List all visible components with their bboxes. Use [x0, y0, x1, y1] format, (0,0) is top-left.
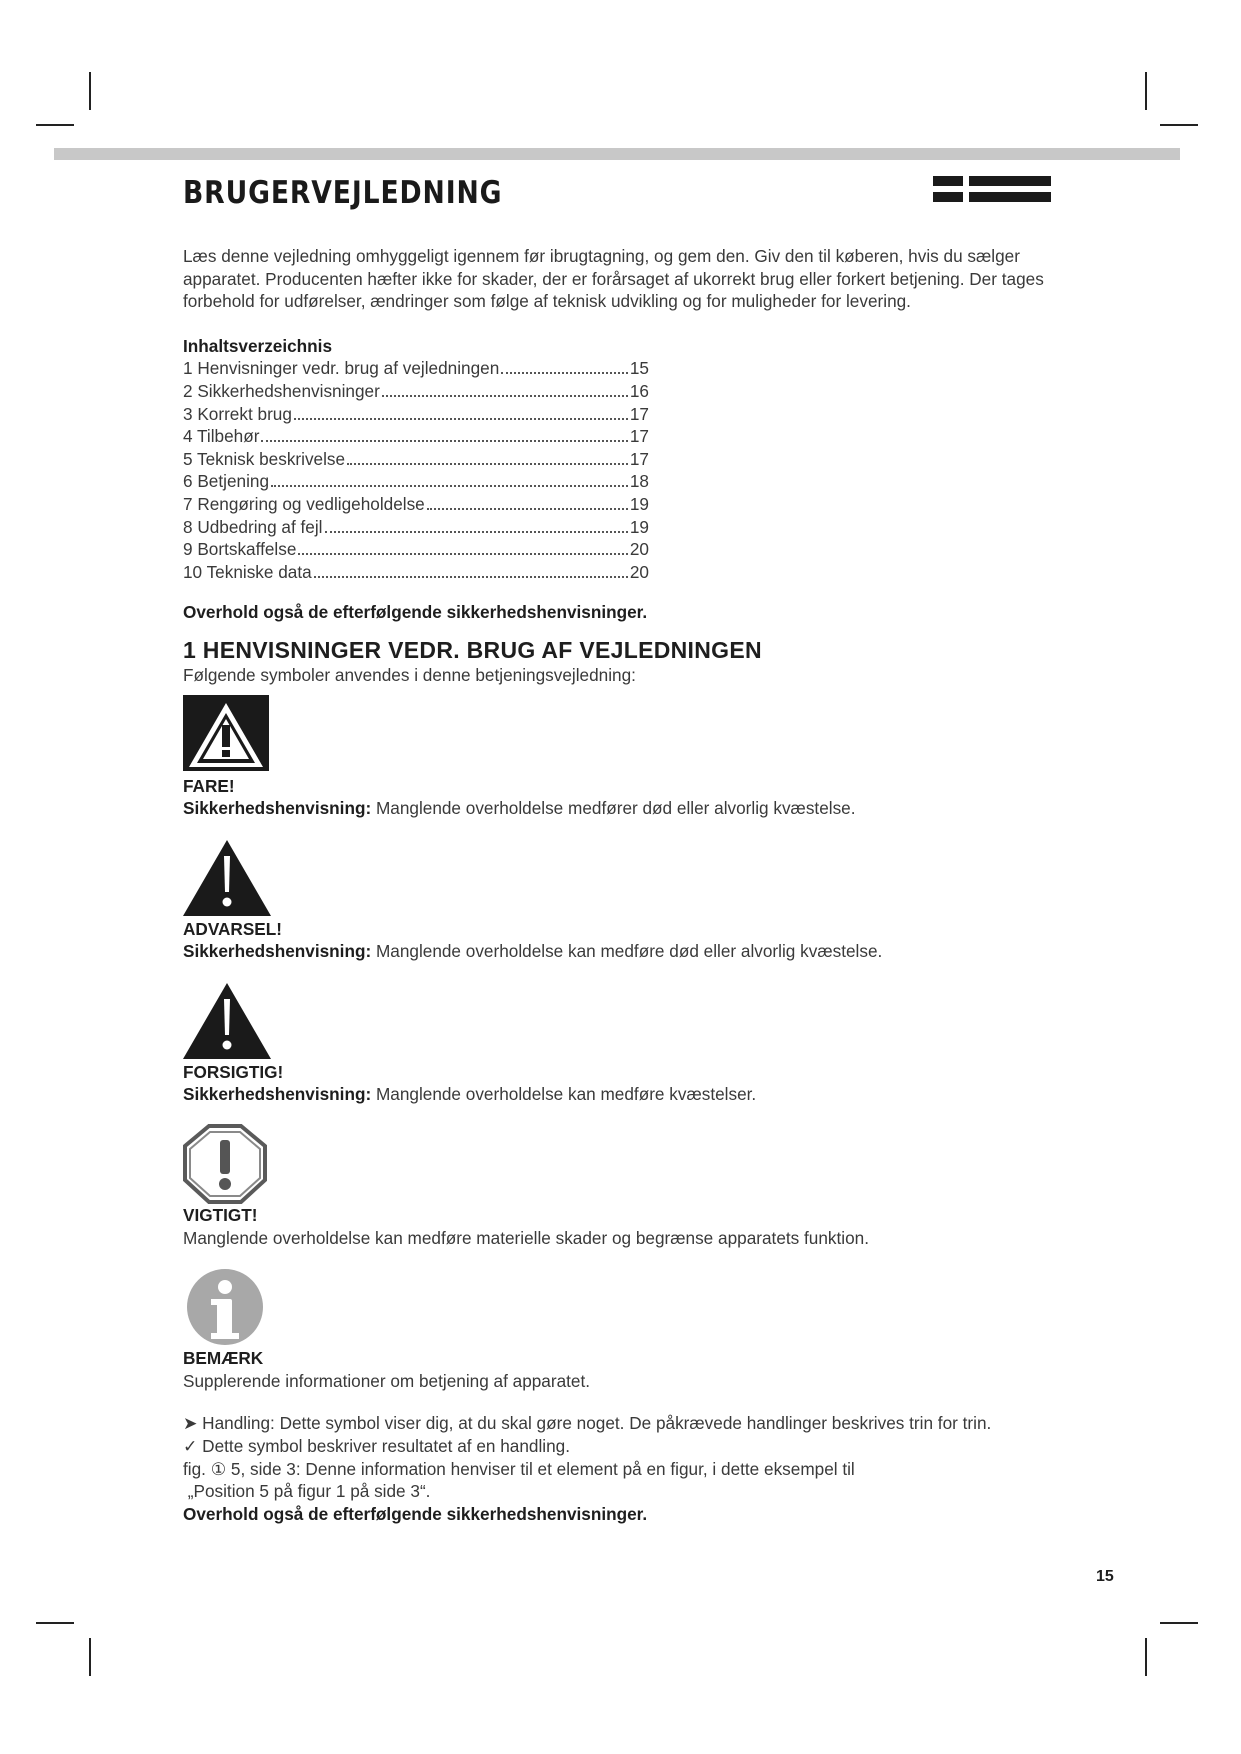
section-heading: 1 HENVISNINGER VEDR. BRUG AF VEJLEDNINGEN: [183, 636, 762, 663]
symbol-heading: FARE!: [183, 775, 235, 796]
toc-item-label: 4 Tilbehør: [183, 426, 260, 447]
symbol-heading: BEMÆRK: [183, 1348, 264, 1369]
symbol-block-danger: [183, 695, 1063, 820]
symbol-lead: Sikkerhedshenvisning:: [183, 798, 372, 819]
toc-item-label: 10 Tekniske data: [183, 561, 312, 582]
toc-item-page: 20: [629, 561, 649, 582]
toc-item-page: 19: [629, 516, 649, 537]
toc-item[interactable]: [183, 516, 649, 539]
toc-item-label: 8 Udbedring af fejl: [183, 516, 323, 537]
toc-item-page: 18: [629, 471, 649, 492]
toc-item-page: 17: [629, 403, 649, 424]
page-number: 15: [1096, 1568, 1114, 1585]
header-bar: [54, 148, 1180, 160]
toc-item[interactable]: [183, 357, 649, 380]
crop-mark: [89, 72, 91, 110]
toc-item[interactable]: [183, 403, 649, 426]
section-subtitle: Følgende symboler anvendes i denne betjeningsvejledning:: [183, 664, 636, 685]
symbol-description: Supplerende informationer om betjening af apparatet.: [183, 1370, 591, 1391]
symbol-block-warning: [183, 838, 1063, 963]
toc-item-label: 6 Betjening: [183, 471, 270, 492]
crop-mark: [89, 1638, 91, 1676]
symbol-heading: ADVARSEL!: [183, 918, 282, 939]
toc-item[interactable]: [183, 425, 649, 448]
symbol-text: Manglende overholdelse medfører død eller alvorlig kvæstelse.: [371, 798, 856, 819]
toc-item-label: 5 Teknisk beskrivelse: [183, 448, 346, 469]
toc-item-page: 17: [629, 426, 649, 447]
toc-item[interactable]: [183, 561, 649, 584]
danger-triangle-icon: [183, 695, 273, 775]
toc-heading: Inhaltsverzeichnis: [183, 335, 333, 356]
toc-item-label: 2 Sikkerhedshenvisninger: [183, 380, 380, 401]
toc-item-label: 1 Henvisninger vedr. brug af vejledningen: [183, 358, 500, 379]
toc-item-page: 19: [629, 493, 649, 514]
symbol-description: [183, 797, 1063, 820]
symbol-text: Manglende overholdelse kan medføre død eller alvorlig kvæstelse.: [371, 941, 883, 962]
caution-triangle-icon: [183, 981, 273, 1061]
intro-paragraph: Læs denne vejledning omhyggeligt igennem før ibrugtagning, og gem den. Giv den til køberen, hvis du sælger apparatet. Producenten hæfter ikke for skader, der er forårsaget af ukorrekt brug eller forkert betjening. Der tages forbehold for udførelser, ændringer som følge af teknisk udvikling og for muligheder for levering.: [183, 246, 1044, 312]
toc-item[interactable]: [183, 538, 649, 561]
main-content: [183, 245, 1063, 1525]
symbol-legend: [183, 1412, 1063, 1502]
symbol-heading: VIGTIGT!: [183, 1205, 258, 1226]
toc-item[interactable]: [183, 470, 649, 493]
legend-line: ✓ Dette symbol beskriver resultatet af en handling.: [183, 1436, 570, 1457]
symbol-description: [183, 940, 1063, 963]
toc-item-page: 17: [629, 448, 649, 469]
crop-mark: [1160, 1622, 1198, 1624]
page-title: BRUGERVEJLEDNING: [183, 175, 503, 211]
legend-line: „Position 5 på figur 1 på side 3“.: [183, 1481, 431, 1502]
crop-mark: [1160, 124, 1198, 126]
crop-mark: [36, 124, 74, 126]
toc-item-page: 16: [629, 380, 649, 401]
toc-item-page: 15: [629, 358, 649, 379]
crop-mark: [1145, 72, 1147, 110]
toc-item[interactable]: [183, 448, 649, 471]
symbol-lead: Sikkerhedshenvisning:: [183, 941, 372, 962]
table-of-contents: [183, 335, 1063, 584]
crop-mark: [1145, 1638, 1147, 1676]
symbol-block-caution: [183, 981, 1063, 1106]
toc-item[interactable]: [183, 493, 649, 516]
symbol-block-important: [183, 1124, 1063, 1249]
toc-item-page: 20: [629, 539, 649, 560]
toc-item-label: 3 Korrekt brug: [183, 403, 292, 424]
toc-item[interactable]: [183, 380, 649, 403]
symbol-text: Manglende overholdelse kan medføre kvæstelser.: [371, 1084, 757, 1105]
closing-note: Overhold også de efterfølgende sikkerhedshenvisninger.: [183, 1503, 648, 1524]
symbol-heading: FORSIGTIG!: [183, 1061, 284, 1082]
safety-note: Overhold også de efterfølgende sikkerhedshenvisninger.: [183, 602, 648, 623]
symbol-description: Manglende overholdelse kan medføre materielle skader og begrænse apparatets funktion.: [183, 1227, 869, 1248]
crop-mark: [36, 1622, 74, 1624]
warning-triangle-icon: [183, 838, 273, 918]
symbol-description: [183, 1083, 1063, 1106]
symbol-block-note: [183, 1267, 1063, 1392]
important-octagon-icon: [183, 1124, 273, 1204]
toc-item-label: 7 Rengøring og vedligeholdelse: [183, 493, 425, 514]
legend-line: fig. ① 5, side 3: Denne information henviser til et element på en figur, i dette eksempel til: [183, 1458, 855, 1479]
symbol-lead: Sikkerhedshenvisning:: [183, 1084, 372, 1105]
info-icon: [183, 1267, 273, 1347]
legend-line: ➤ Handling: Dette symbol viser dig, at du skal gøre noget. De påkrævede handlinger beskrives trin for trin.: [183, 1413, 992, 1434]
danish-flag-icon: [933, 176, 1051, 202]
toc-item-label: 9 Bortskaffelse: [183, 539, 297, 560]
